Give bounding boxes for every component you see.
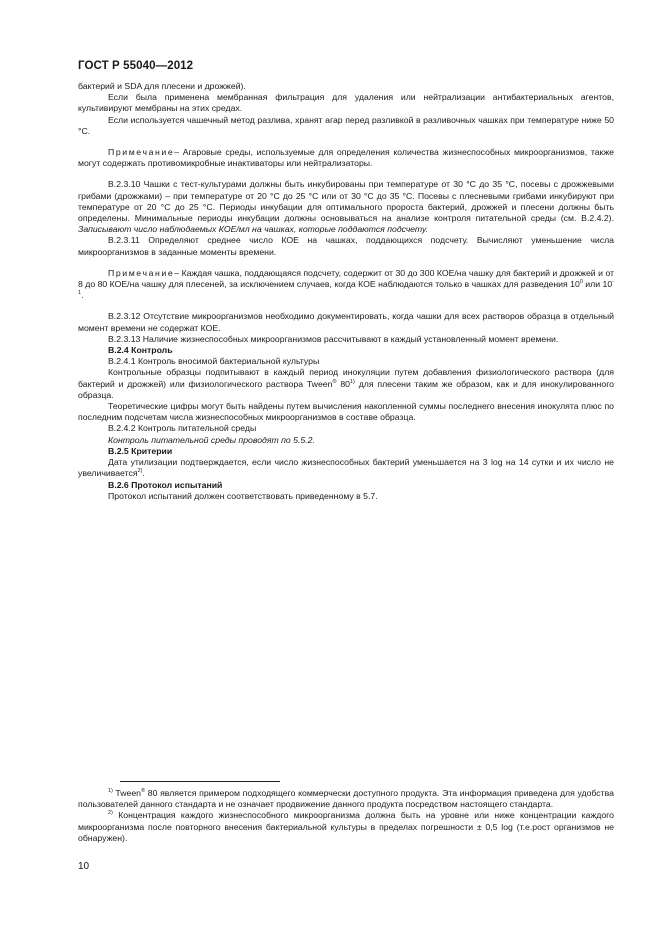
footnote-text: 80 является примером подходящего коммерчески доступного продукта. Эта информация приведена для удобства пользователей данного стандарта и не означает продвижение данного продукта посредством настоящего стандарта. bbox=[78, 788, 614, 810]
registered-mark: ® bbox=[332, 378, 337, 385]
paragraph-text: Контрольные образцы подпитывают в каждый период инокуляции путем добавления физиологического раствора (для бактерий и дрожжей) или физиологического раствора Tween bbox=[78, 367, 614, 389]
footnote-ref: 1) bbox=[350, 378, 355, 385]
clause-b-2-3-13: В.2.3.13 Наличие жизнеспособных микроорганизмов рассчитывают в каждый установленный момент времени. bbox=[108, 333, 559, 344]
clause-b-2-3-12: В.2.3.12 Отсутствие микроорганизмов необходимо документировать, когда чашки для всех растворов образца в отдельный момент времени не содержат КОЕ. bbox=[78, 311, 614, 333]
paragraph-control-samples bbox=[78, 367, 614, 401]
clause-b-2-3-10 bbox=[78, 179, 614, 235]
note-text: – Агаровые среды, используемые для определения количества жизнеспособных микроорганизмов, также могут содержать противомикробные инактиваторы или нейтрализаторы. bbox=[78, 147, 614, 169]
paragraph-text: . bbox=[142, 468, 145, 479]
paragraph-pour-plate: Если используется чашечный метод разлива, хранят агар перед разливкой в разливочных чашках при температуре ниже 50 °C. bbox=[78, 114, 614, 136]
paragraph-criteria bbox=[78, 457, 614, 479]
footnote-text: Tween bbox=[112, 788, 142, 798]
paragraph-membrane: Если была применена мембранная фильтрация для удаления или нейтрализации антибактериальных агентов, культивируют мембраны на этих средах. bbox=[78, 92, 614, 114]
superscript: 0 bbox=[579, 279, 583, 286]
paragraph-media: бактерий и SDA для плесени и дрожжей). bbox=[78, 81, 246, 91]
note-agar-media bbox=[78, 147, 614, 169]
note-label: Примечание bbox=[108, 267, 175, 278]
paragraph-media-control: Контроль питательной среды проводят по 5.5.2. bbox=[108, 434, 315, 445]
footnotes bbox=[78, 788, 614, 844]
superscript: -1 bbox=[78, 279, 614, 297]
section-title-test-report: В.2.6 Протокол испытаний bbox=[108, 479, 223, 490]
main-text bbox=[78, 81, 614, 502]
note-text: или 10 bbox=[582, 279, 613, 290]
footnote-divider bbox=[120, 781, 280, 782]
note-text: – Каждая чашка, поддающаяся подсчету, содержит от 30 до 300 КОЕ/на чашку для бактерий и дрожжей и от 8 до 80 КОЕ/на чашку для плесеней, за исключением случаев, когда КОЕ наблюдаются только в чашках для разведения 10 bbox=[78, 267, 614, 290]
footnote-mark: 2) bbox=[108, 810, 113, 817]
clause-b-2-3-11: В.2.3.11 Определяют среднее число КОЕ на чашках, поддающихся подсчету. Вычисляют уменьшение числа микроорганизмов в заданные моменты времени. bbox=[78, 235, 614, 257]
footnote-text: Концентрация каждого жизнеспособного микроорганизма должна быть на уровне или ниже концентрации каждого микроорганизма после повторного внесения бактериальной культуры в пределах погрешности ± 0,5 log (т.е.рост организмов не обнаружен). bbox=[78, 810, 614, 843]
registered-mark: ® bbox=[141, 788, 146, 794]
paragraph-text: Дата утилизации подтверждается, если число жизнеспособных бактерий уменьшается на 3 log на 14 сутки и их число не увеличивается bbox=[78, 457, 614, 479]
note-label: Примечание bbox=[108, 147, 175, 158]
section-title-criteria: В.2.5 Критерии bbox=[108, 445, 173, 456]
clause-text: В.2.3.10 Чашки с тест-культурами должны быть инкубированы при температуре от 30 °C до 35 °C, посевы с дрожжевыми грибами (дрожжами) – при температуре от 20 °C до 25 °C или от 30 °C до 35 °C. Посевы с плесневыми грибами инкубируют при температуре от 20 °C до 25 °C. Периоды инкубации для оптимального пророста бактерий, дрожжей и плесени должны быть определены. Минимальные периоды инкубации должны основываться на анализе контроля питательной среды (см. В.2.4.2). bbox=[78, 179, 614, 224]
footnote-ref: 2) bbox=[137, 468, 143, 475]
clause-italic-text: Записывают число наблюдаемых КОЕ/мл на чашках, которые поддаются подсчету. bbox=[78, 224, 429, 235]
paragraph-text: для плесени таким же образом, как и для инокулированного образца. bbox=[78, 378, 614, 400]
footnote-2 bbox=[78, 810, 614, 844]
subsection-title-culture-control: В.2.4.1 Контроль вносимой бактериальной культуры bbox=[108, 356, 320, 367]
document-header: ГОСТ Р 55040—2012 bbox=[78, 60, 194, 72]
note-text: . bbox=[81, 290, 84, 301]
paragraph-theoretical-figures: Теоретические цифры могут быть найдены путем вычисления накопленной суммы последнего внесения инокулята плюс по последним подсчетам числа жизнеспособных микроорганизмов в составе образца. bbox=[78, 401, 614, 423]
paragraph-text: 80 bbox=[336, 378, 350, 389]
footnote-mark: 1) bbox=[108, 788, 113, 794]
page-number: 10 bbox=[78, 861, 90, 872]
subsection-title-media-control: В.2.4.2 Контроль питательной среды bbox=[108, 423, 257, 434]
footnote-1 bbox=[78, 788, 614, 810]
paragraph-test-report: Протокол испытаний должен соответствовать приведенному в 5.7. bbox=[108, 490, 378, 501]
section-title-control: В.2.4 Контроль bbox=[108, 345, 173, 356]
note-countable-plates bbox=[78, 268, 614, 302]
